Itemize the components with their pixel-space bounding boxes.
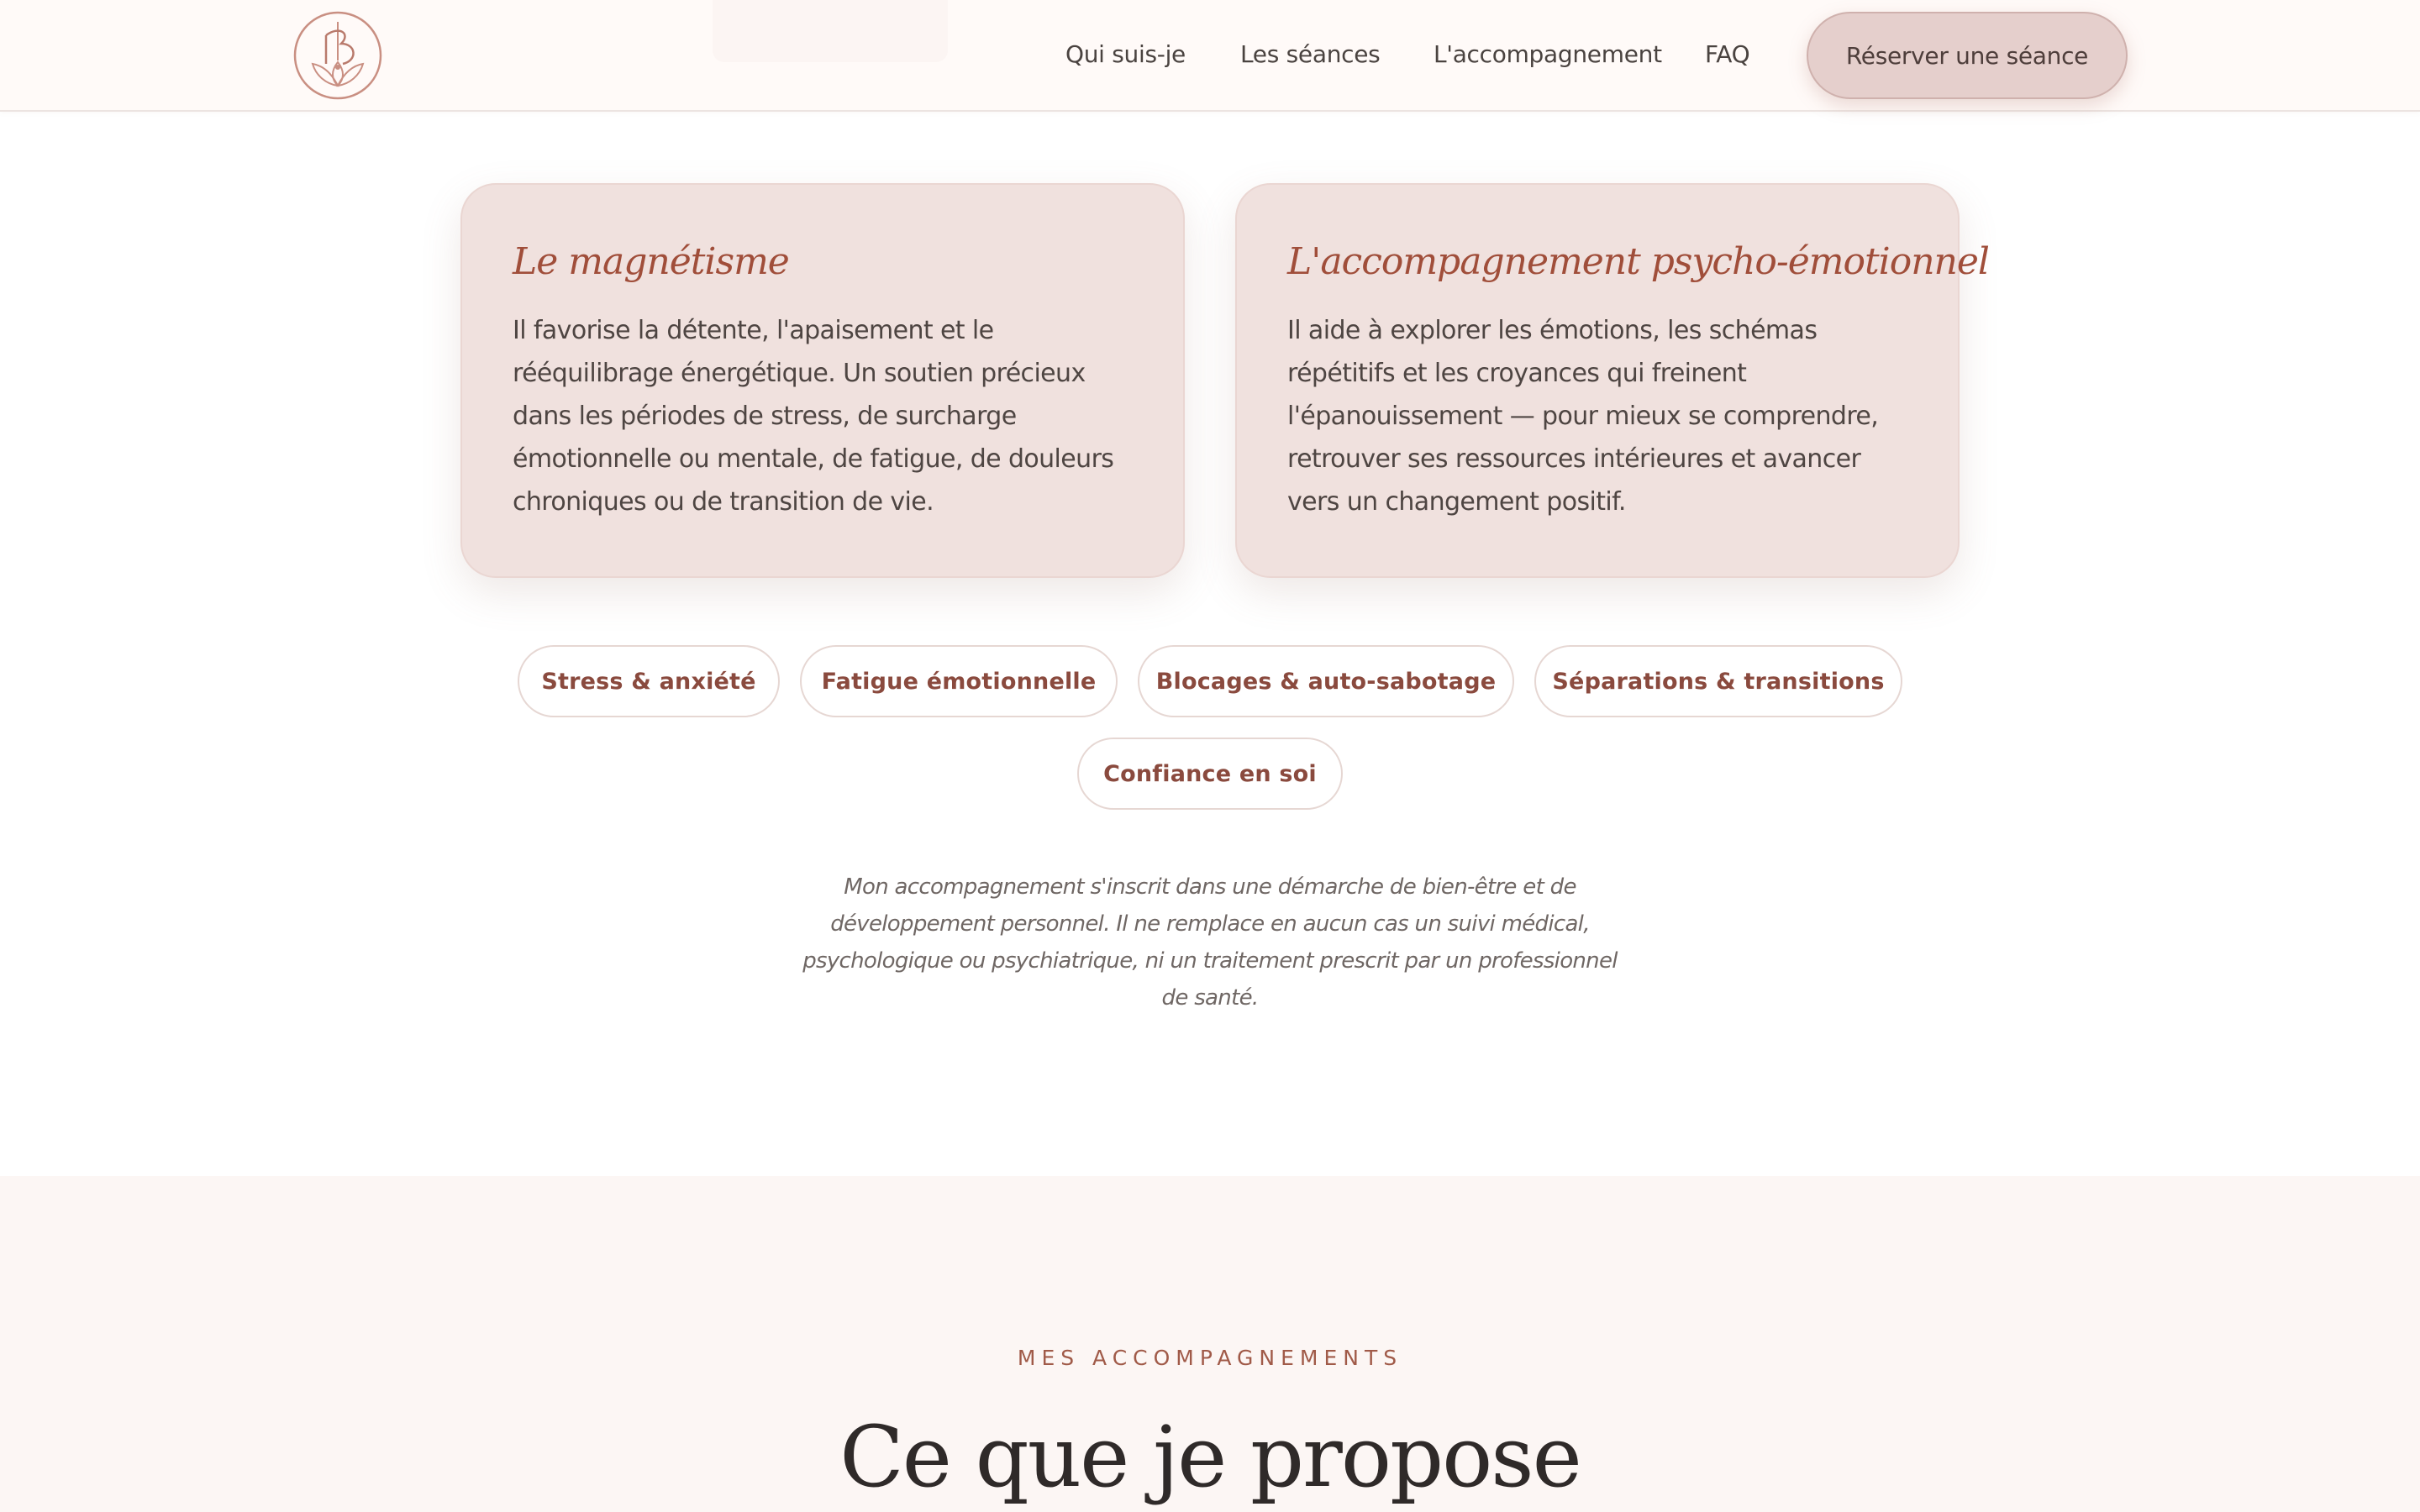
tag-stress-anxiete: Stress & anxiété xyxy=(518,645,780,717)
tag-confiance-en-soi: Confiance en soi xyxy=(1077,738,1343,810)
nav-link-faq[interactable]: FAQ xyxy=(1705,40,1750,68)
tag-separations-transitions: Séparations & transitions xyxy=(1534,645,1902,717)
book-session-button[interactable]: Réserver une séance xyxy=(1807,12,2128,99)
tag-fatigue-emotionnelle: Fatigue émotionnelle xyxy=(800,645,1118,717)
card-title: Le magnétisme xyxy=(513,240,789,283)
logo-icon[interactable] xyxy=(292,10,383,101)
magnetisme-card xyxy=(460,183,1185,578)
lotus-logo-icon xyxy=(292,10,383,101)
site-header xyxy=(0,0,2420,112)
nav-link-qui-suis-je[interactable]: Qui suis-je xyxy=(1065,40,1186,68)
nav-link-les-seances[interactable]: Les séances xyxy=(1240,40,1381,68)
card-title: L'accompagnement psycho-émotionnel xyxy=(1287,240,1989,283)
tag-blocages-auto-sabotage: Blocages & auto-sabotage xyxy=(1138,645,1514,717)
card-text: Il aide à explorer les émotions, les schémas répétitifs et les croyances qui freinent l'épanouissement — pour mieux se comprendre, retrouver ses ressources intérieures et avancer vers un changement positif. xyxy=(1287,316,1879,517)
section-title: Ce que je propose xyxy=(839,1408,1581,1506)
section-eyebrow: MES ACCOMPAGNEMENTS xyxy=(1017,1346,1403,1370)
header-decoration xyxy=(713,0,948,62)
disclaimer-text: Mon accompagnement s'inscrit dans une démarche de bien-être et de développement personnel. Il ne remplace en aucun cas un suivi médical, psychologique ou psychiatrique, ni un traitement prescrit par un professionnel de santé. xyxy=(802,874,1618,1011)
nav-link-accompagnement[interactable]: L'accompagnement xyxy=(1434,40,1662,68)
card-text: Il favorise la détente, l'apaisement et le rééquilibrage énergétique. Un soutien précieux dans les périodes de stress, de surcharge émotionnelle ou mentale, de fatigue, de douleurs chroniques ou de transition de vie. xyxy=(513,316,1114,517)
psycho-emotionnel-card xyxy=(1235,183,1989,578)
services-section xyxy=(0,1176,2420,1512)
